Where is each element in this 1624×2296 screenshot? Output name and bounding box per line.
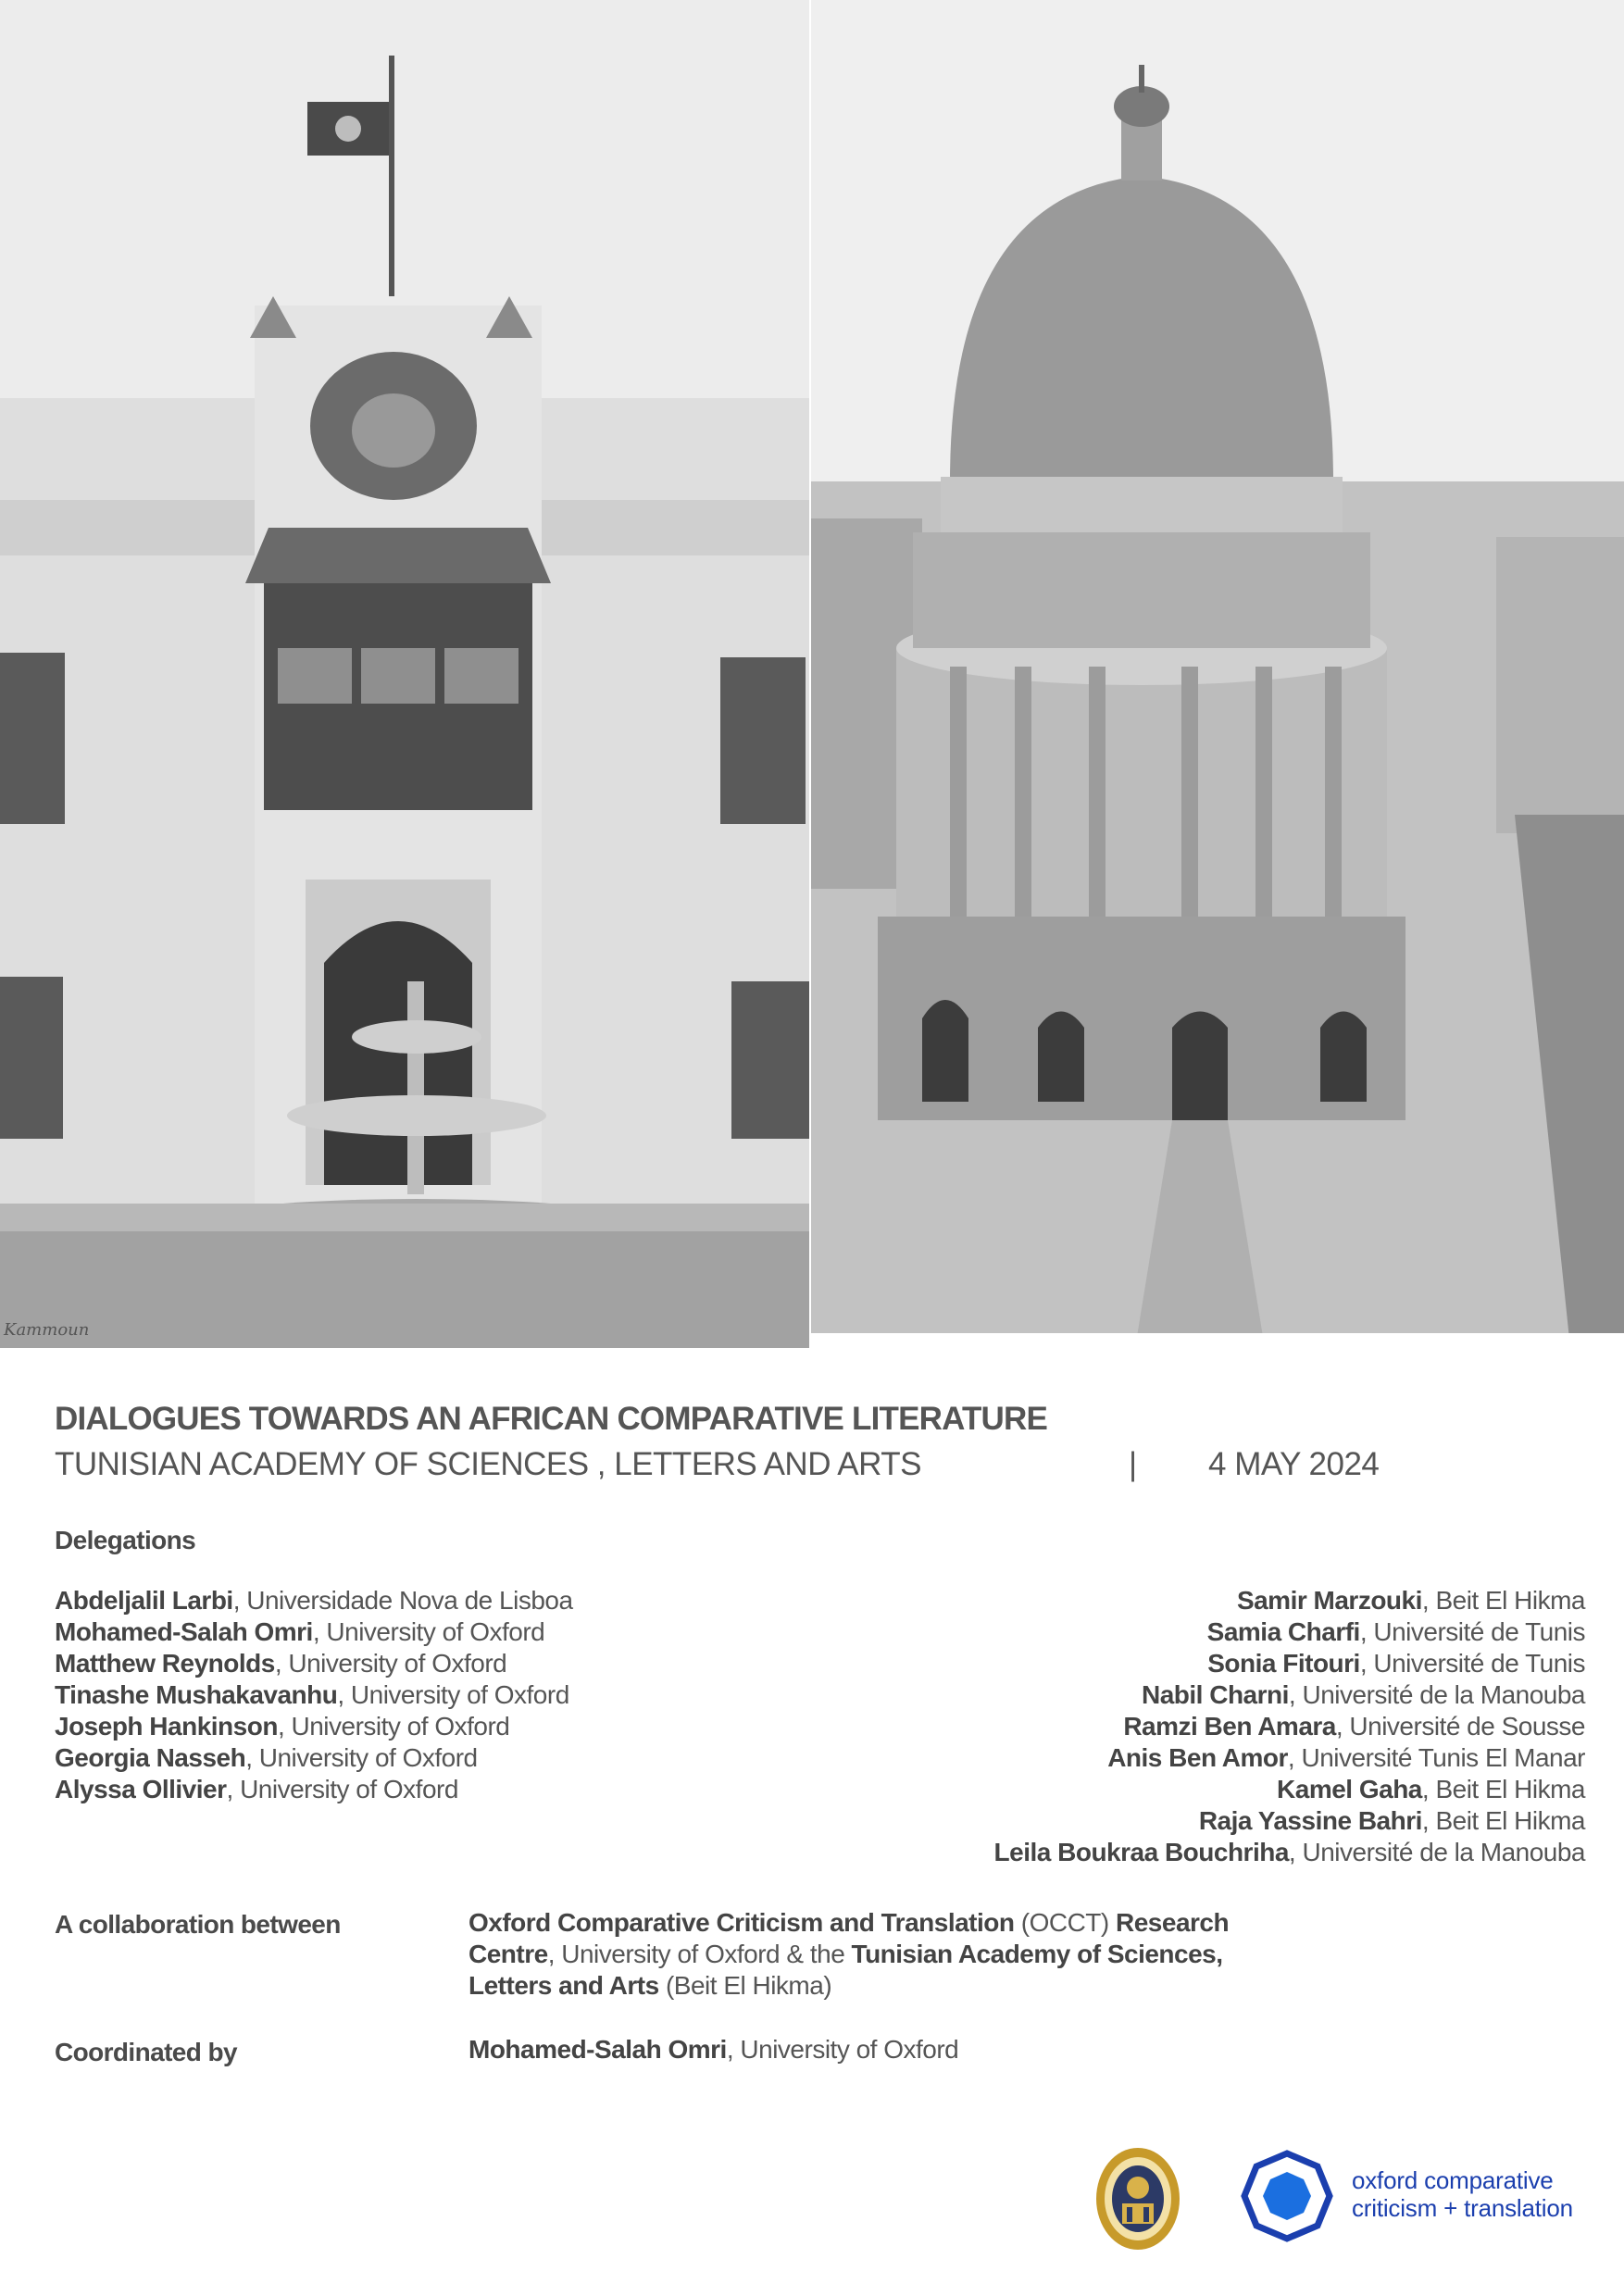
delegate-row: Abdeljalil Larbi, Universidade Nova de Lisboa [55, 1586, 573, 1615]
delegate-row: Leila Boukraa Bouchriha, Université de la Manouba [993, 1838, 1585, 1866]
occt-text-line2: criticism + translation [1352, 2194, 1573, 2222]
delegate-row: Tinashe Mushakavanhu, University of Oxford [55, 1680, 569, 1709]
delegate-row: Ramzi Ben Amara, Université de Sousse [1123, 1712, 1585, 1741]
tunisian-academy-logo [1094, 2146, 1181, 2252]
delegate-row: Anis Ben Amor, Université Tunis El Manar [1107, 1743, 1585, 1772]
occt-logo-text [1352, 2166, 1573, 2222]
photo-radcliffe-camera [811, 0, 1624, 1348]
event-subtitle [55, 1446, 1380, 1483]
subtitle-separator: | [1129, 1446, 1137, 1482]
collaboration-text: Oxford Comparative Criticism and Translation (OCCT) Research Centre, University of Oxford & the Tunisian Academy of Sciences, Letters and Arts (Beit El Hikma) [468, 1908, 1230, 2000]
delegations-list-left [55, 1585, 573, 1805]
delegate-row: Nabil Charni, Université de la Manouba [1142, 1680, 1585, 1709]
occt-logo [1241, 2150, 1333, 2242]
delegate-row: Samia Charfi, Université de Tunis [1206, 1617, 1585, 1646]
delegate-row: Samir Marzouki, Beit El Hikma [1236, 1586, 1585, 1615]
academy-facade-illustration [0, 0, 809, 1348]
photo-signature: Kammoun [4, 1320, 90, 1340]
delegate-row: Kamel Gaha, Beit El Hikma [1277, 1775, 1585, 1803]
delegate-row: Mohamed-Salah Omri, University of Oxford [55, 1617, 545, 1646]
event-title: DIALOGUES TOWARDS AN AFRICAN COMPARATIVE LITERATURE [55, 1401, 1048, 1437]
delegate-row: Georgia Nasseh, University of Oxford [55, 1743, 478, 1772]
delegations-list-right [994, 1585, 1585, 1868]
event-venue: TUNISIAN ACADEMY OF SCIENCES , LETTERS AND ARTS [55, 1446, 921, 1482]
delegate-row: Matthew Reynolds, University of Oxford [55, 1649, 507, 1678]
coordination-label: Coordinated by [55, 2038, 237, 2066]
photo-academy-facade [0, 0, 809, 1348]
delegate-row: Sonia Fitouri, Université de Tunis [1207, 1649, 1585, 1678]
event-date: 4 MAY 2024 [1208, 1446, 1380, 1482]
delegate-row: Raja Yassine Bahri, Beit El Hikma [1198, 1806, 1585, 1835]
delegations-label: Delegations [55, 1526, 196, 1554]
delegate-row: Joseph Hankinson, University of Oxford [55, 1712, 510, 1741]
occt-text-line1: oxford comparative [1352, 2166, 1554, 2194]
radcliffe-camera-illustration [811, 0, 1624, 1348]
coordination-text: Mohamed-Salah Omri, University of Oxford [468, 2035, 959, 2064]
delegate-row: Alyssa Ollivier, University of Oxford [55, 1775, 458, 1803]
collaboration-label: A collaboration between [55, 1910, 341, 1939]
